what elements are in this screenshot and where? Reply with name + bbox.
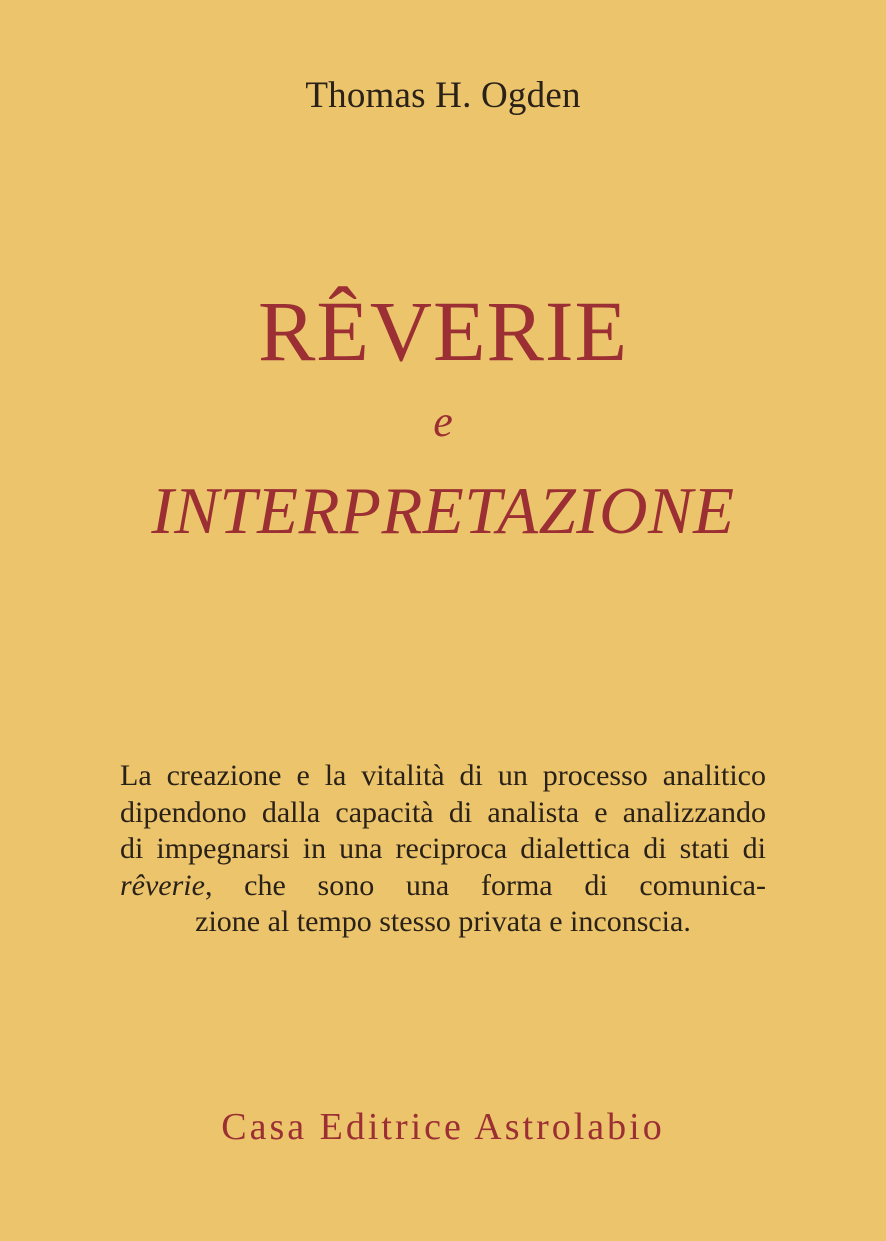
blurb-line: dipendono dalla capacità di analista e analizzando [120, 795, 766, 829]
blurb-line-rest: , che sono una forma di comunica- [204, 868, 766, 902]
blurb-line: di impegnarsi in una reciproca dialettica di stati di [120, 832, 766, 865]
author-name: Thomas H. Ogden [305, 75, 581, 116]
publisher-name: Casa Editrice Astrolabio [221, 1106, 665, 1148]
blurb-italic-term: rêverie [120, 868, 205, 902]
book-title: RÊVERIE [257, 283, 629, 379]
blurb-line: zione al tempo stesso privata e inconscia. [195, 905, 691, 938]
title-conjunction: e [433, 397, 453, 446]
book-subtitle: INTERPRETAZIONE [151, 474, 735, 548]
blurb-line [120, 868, 766, 905]
cover-blurb [120, 758, 766, 941]
blurb-line: La creazione e la vitalità di un processo analitico [120, 759, 766, 792]
